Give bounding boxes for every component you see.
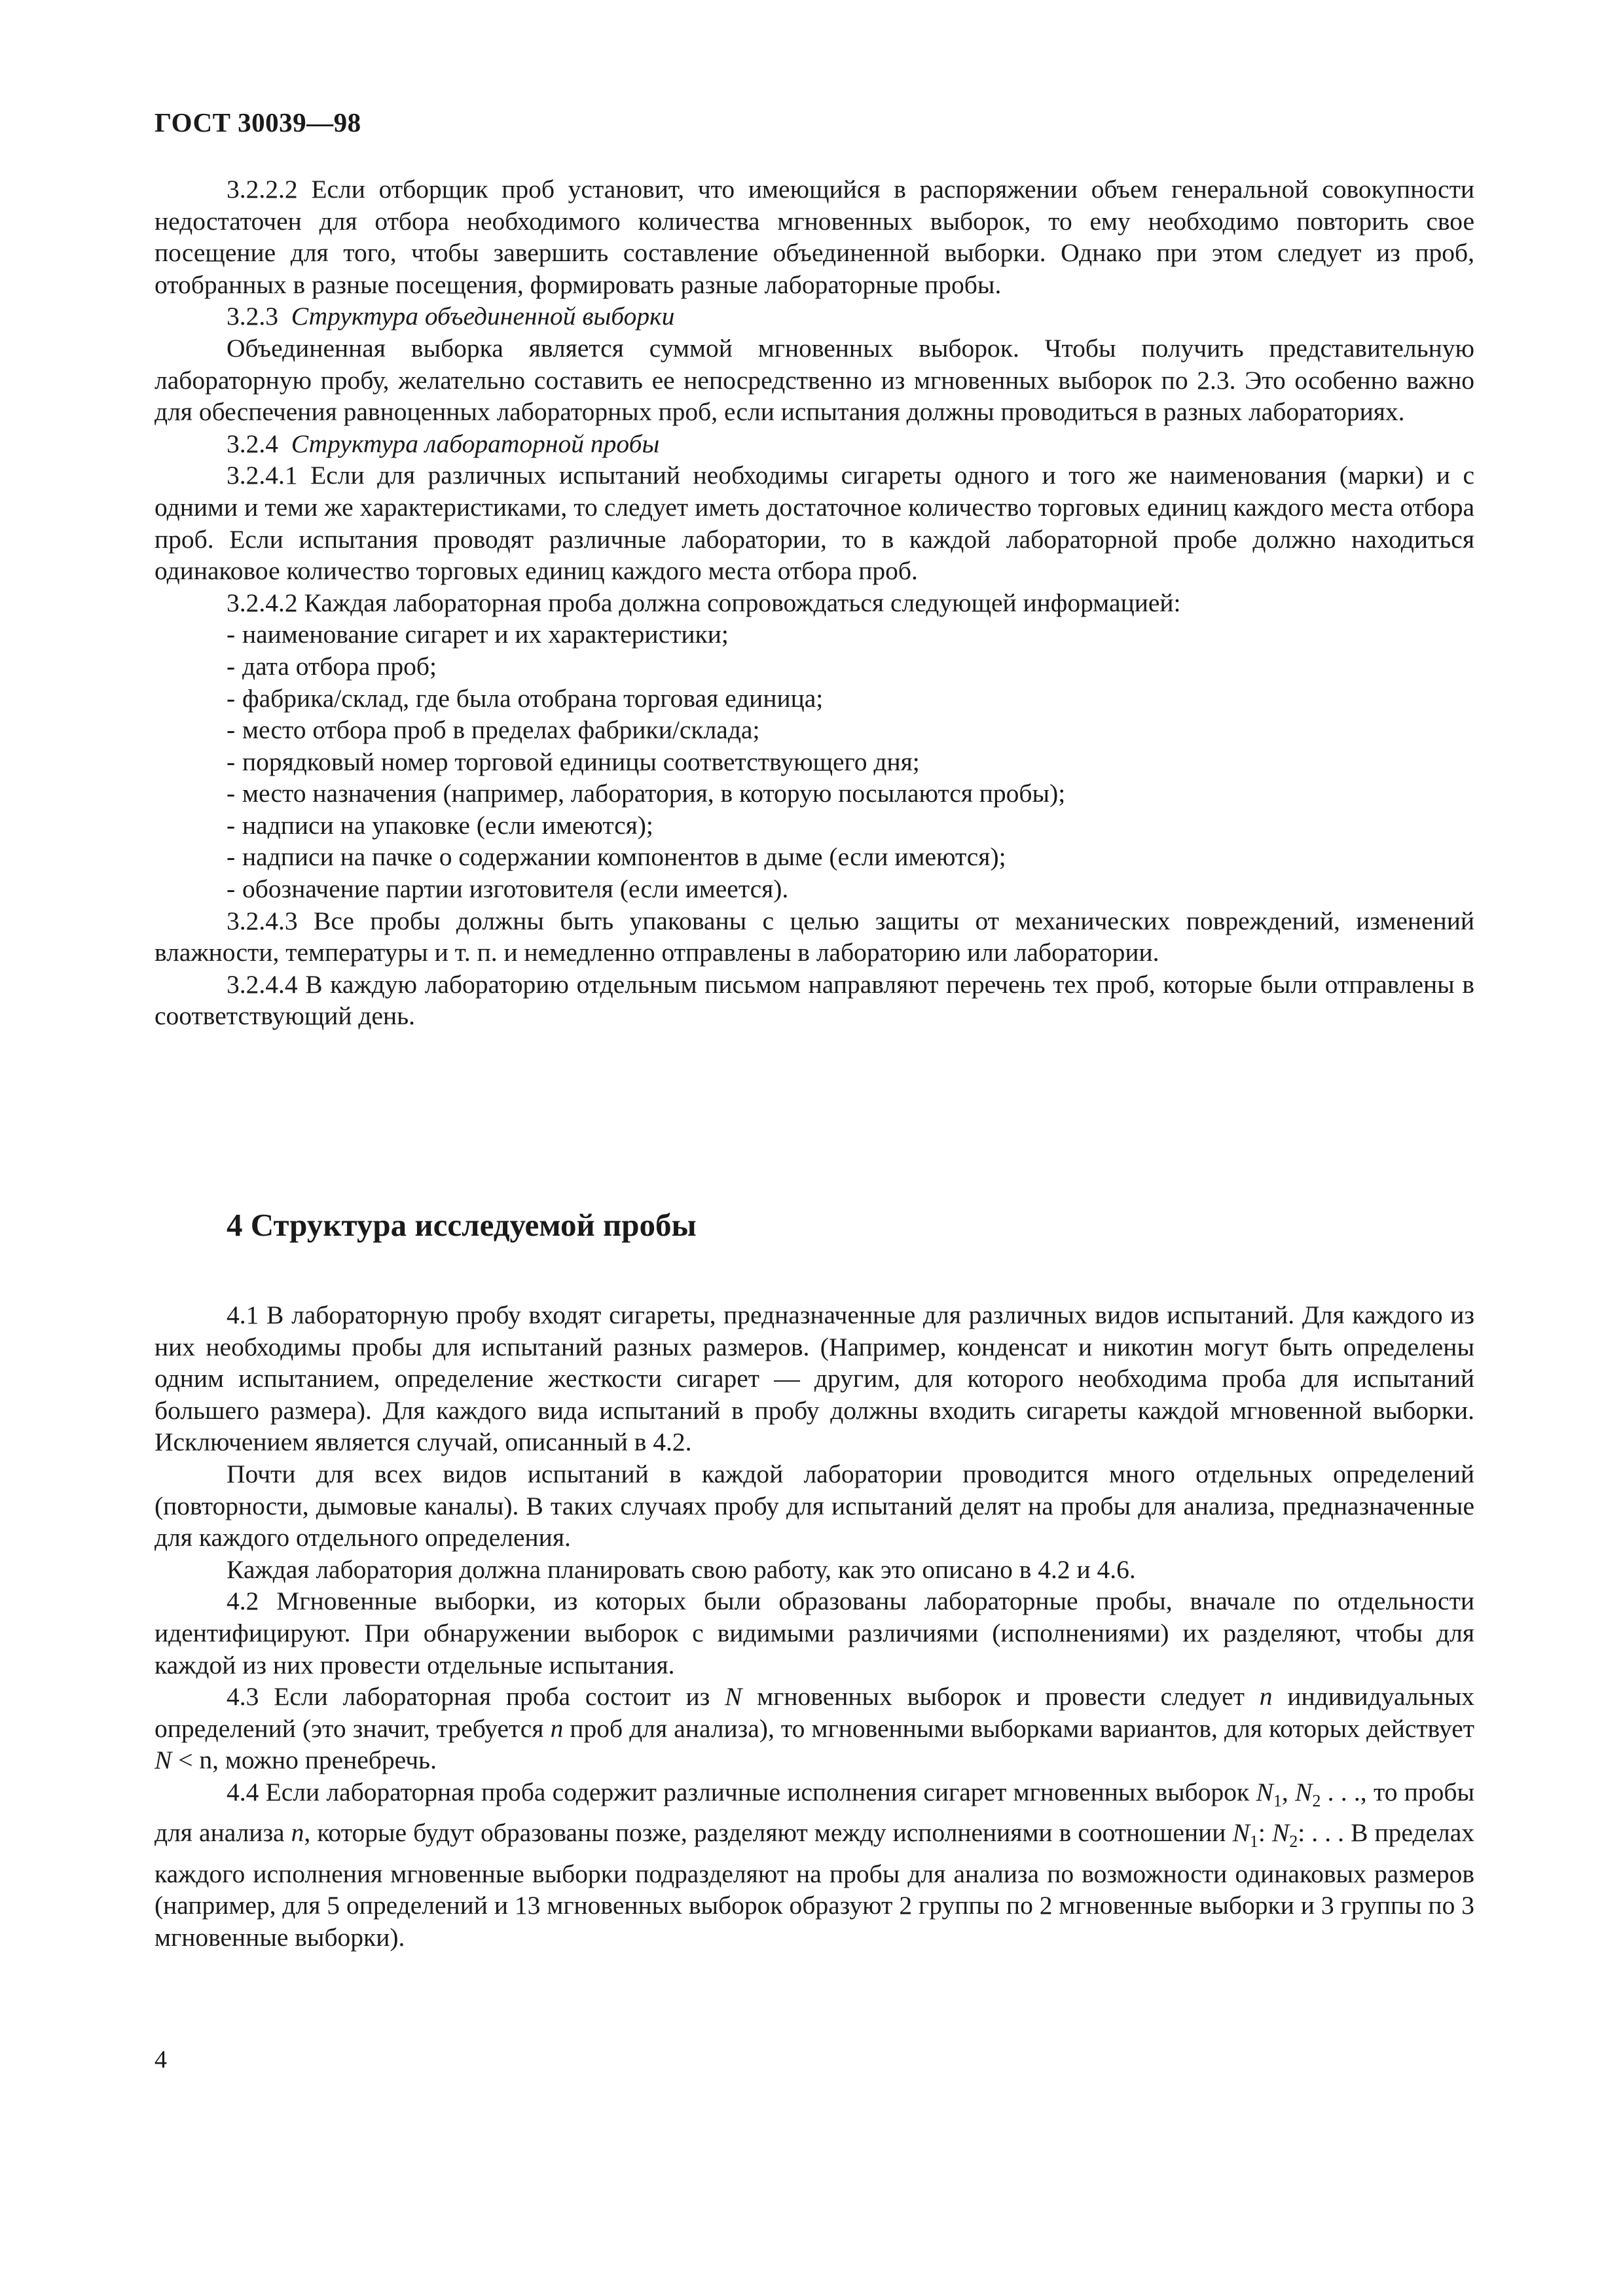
paragraph-3-2-4-2: 3.2.4.2 Каждая лабораторная проба должна сопровождаться следующей информацией: [227,588,1181,617]
paragraph-4-1-c: Каждая лаборатория должна планировать свою работу, как это описано в 4.2 и 4.6. [227,1554,1136,1584]
list-item: - наименование сигарет и их характеристики; [227,620,729,649]
list-item: - место назначения (например, лаборатория, в которую посылаются пробы); [227,779,1066,808]
paragraph-4-4: 4.4 Если лабораторная проба содержит различные исполнения сигарет мгновенных выборок $N_1$, $N_2$ . . ., то пробы для анализа n, которые будут образованы позже, разделяют между исполнениями в соотношении $N_1$: $N_2$: . . . В пределах каждого исполнения мгновенные выборки подразделяют на пробы для анализа по возможности одинаковых размеров (например, для 5 определений и 13 мгновенных выборок образуют 2 группы по 2 мгновенные выборки и 3 группы по 3 мгновенные выборки). [155,1777,1475,1952]
heading-number: 3.2.3 [227,302,278,331]
list-item: - место отбора проб в пределах фабрики/склада; [227,715,760,745]
page-number: 4 [155,2046,167,2073]
document-code-header: ГОСТ 30039—98 [155,107,361,137]
heading-title: Структура объединенной выборки [291,302,675,331]
paragraph-3-2-4-3: 3.2.4.3 Все пробы должны быть упакованы с целью защиты от механических повреждений, изменений влажности, температуры и т. п. и немедленно отправлены в лабораторию или лаборатории. [155,906,1474,967]
paragraph-4-3: 4.3 Если лабораторная проба состоит из N мгновенных выборок и провести следует n индивидуальных определений (это значит, требуется n проб для анализа), то мгновенными выборками вариантов, для которых действует N < n, можно пренебречь. [155,1682,1474,1775]
list-item: - обозначение партии изготовителя (если имеется). [227,874,789,904]
heading-title: Структура лабораторной пробы [291,429,660,458]
section-4-text-block [155,1299,1474,1954]
paragraph-combined-sample: Объединенная выборка является суммой мгновенных выборок. Чтобы получить представительную лабораторную пробу, желательно составить ее непосредственно из мгновенных выборок по 2.3. Это особенно важно для обеспечения равноценных лабораторных проб, если испытания должны проводиться в разных лабораториях. [155,333,1474,427]
paragraph-4-1: 4.1 В лабораторную пробу входят сигареты, предназначенные для различных видов испытаний. Для каждого из них необходимы пробы для испытаний разных размеров. (Например, конденсат и никотин могут быть определены одним испытанием, определение жесткости сигарет — другим, для которого необходима проба для испытаний большего размера). Для каждого вида испытаний в пробу должны входить сигареты каждой мгновенной выборки. Исключением является случай, описанный в 4.2. [155,1300,1474,1457]
list-item: - надписи на упаковке (если имеются); [227,810,653,840]
list-item: - порядковый номер торговой единицы соответствующего дня; [227,747,920,776]
paragraph-3-2-2-2: 3.2.2.2 Если отборщик проб установит, что имеющийся в распоряжении объем генеральной совокупности недостаточен для отбора необходимого количества мгновенных выборок, то ему необходимо повторить свое посещение для того, чтобы завершить составление объединенной выборки. Однако при этом следует из проб, отобранных в разные посещения, формировать разные лабораторные пробы. [155,175,1474,299]
heading-number: 3.2.4 [227,429,278,458]
section-4-title: 4 Структура исследуемой пробы [227,1207,697,1243]
heading-3-2-4 [155,428,1474,460]
heading-3-2-3 [155,300,1474,332]
list-item: - надписи на пачке о содержании компонентов в дыме (если имеются); [227,842,1006,872]
list-item: - фабрика/склад, где была отобрана торговая единица; [227,683,824,713]
paragraph-3-2-4-1: 3.2.4.1 Если для различных испытаний необходимы сигареты одного и того же наименования (марки) и с одними и теми же характеристиками, то следует иметь достаточное количество торговых единиц каждого места отбора проб. Если испытания проводят различные лаборатории, то в каждой лабораторной пробе должно находиться одинаковое количество торговых единиц каждого места отбора проб. [155,461,1474,586]
list-item: - дата отбора проб; [227,651,437,681]
paragraph-3-2-4-4: 3.2.4.4 В каждую лабораторию отдельным письмом направляют перечень тех проб, которые были отправлены в соответствующий день. [155,969,1474,1031]
info-list [155,619,1474,905]
subsection-text-block [155,173,1474,1032]
paragraph-4-1-b: Почти для всех видов испытаний в каждой лаборатории проводится много отдельных определений (повторности, дымовые каналы). В таких случаях пробу для испытаний делят на пробы для анализа, предназначенные для каждого отдельного определения. [155,1459,1474,1552]
paragraph-4-2: 4.2 Мгновенные выборки, из которых были образованы лабораторные пробы, вначале по отдельности идентифицируют. При обнаружении выборок с видимыми различиями (исполнениями) их разделяют, чтобы для каждой из них провести отдельные испытания. [155,1587,1474,1679]
